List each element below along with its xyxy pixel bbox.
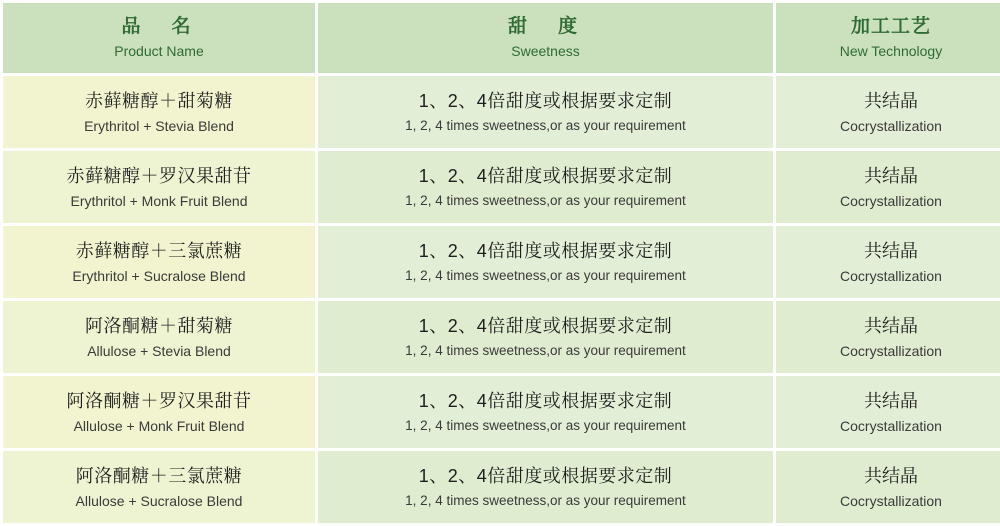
table-row	[3, 376, 1000, 448]
sweetness-en: 1, 2, 4 times sweetness,or as your requirement	[405, 342, 686, 358]
product-name-cn: 赤藓糖醇＋甜菊糖	[85, 90, 233, 111]
cell-product-name	[3, 76, 315, 148]
cell-technology	[776, 451, 1000, 523]
column-header-technology	[776, 3, 1000, 73]
technology-cn: 共结晶	[864, 165, 918, 186]
sweetness-en: 1, 2, 4 times sweetness,or as your requirement	[405, 267, 686, 283]
cell-sweetness	[318, 301, 773, 373]
sweetness-en: 1, 2, 4 times sweetness,or as your requirement	[405, 192, 686, 208]
product-name-cn: 赤藓糖醇＋三氯蔗糖	[75, 240, 243, 261]
table-header	[3, 3, 1000, 73]
sweetness-cn: 1、2、4倍甜度或根据要求定制	[418, 465, 673, 486]
cell-product-name	[3, 301, 315, 373]
column-header-technology-cn: 加工工艺	[850, 16, 931, 37]
table-body	[3, 76, 1000, 523]
product-name-en: Erythritol + Stevia Blend	[84, 117, 234, 134]
column-header-sweetness-cn: 甜 度	[507, 16, 583, 37]
cell-technology	[776, 226, 1000, 298]
table-row	[3, 76, 1000, 148]
cell-technology	[776, 301, 1000, 373]
product-name-en: Allulose + Sucralose Blend	[75, 492, 243, 509]
sweetness-cn: 1、2、4倍甜度或根据要求定制	[418, 315, 673, 336]
cell-sweetness	[318, 76, 773, 148]
sweetness-en: 1, 2, 4 times sweetness,or as your requirement	[405, 417, 686, 433]
technology-en: Cocrystallization	[840, 492, 942, 509]
column-header-sweetness-en: Sweetness	[511, 43, 580, 59]
cell-sweetness	[318, 151, 773, 223]
sweetness-en: 1, 2, 4 times sweetness,or as your requirement	[405, 117, 686, 133]
technology-cn: 共结晶	[864, 240, 918, 261]
cell-sweetness	[318, 376, 773, 448]
product-name-cn: 赤藓糖醇＋罗汉果甜苷	[66, 165, 252, 186]
product-name-en: Allulose + Stevia Blend	[87, 342, 231, 359]
technology-en: Cocrystallization	[840, 342, 942, 359]
cell-technology	[776, 76, 1000, 148]
cell-product-name	[3, 226, 315, 298]
sweetness-cn: 1、2、4倍甜度或根据要求定制	[418, 90, 673, 111]
product-name-en: Erythritol + Monk Fruit Blend	[70, 192, 248, 209]
technology-en: Cocrystallization	[840, 117, 942, 134]
sweetness-cn: 1、2、4倍甜度或根据要求定制	[418, 240, 673, 261]
column-header-product-name	[3, 3, 315, 73]
product-name-en: Erythritol + Sucralose Blend	[72, 267, 246, 284]
sweetness-cn: 1、2、4倍甜度或根据要求定制	[418, 165, 673, 186]
product-name-cn: 阿洛酮糖＋罗汉果甜苷	[66, 390, 252, 411]
technology-cn: 共结晶	[864, 315, 918, 336]
cell-product-name	[3, 151, 315, 223]
table-row	[3, 451, 1000, 523]
technology-cn: 共结晶	[864, 90, 918, 111]
sweetness-en: 1, 2, 4 times sweetness,or as your requirement	[405, 492, 686, 508]
technology-en: Cocrystallization	[840, 417, 942, 434]
sweetness-cn: 1、2、4倍甜度或根据要求定制	[418, 390, 673, 411]
column-header-product-name-cn: 品 名	[121, 16, 197, 37]
cell-product-name	[3, 451, 315, 523]
cell-sweetness	[318, 451, 773, 523]
cell-technology	[776, 151, 1000, 223]
column-header-sweetness	[318, 3, 773, 73]
table-row	[3, 151, 1000, 223]
technology-en: Cocrystallization	[840, 192, 942, 209]
technology-cn: 共结晶	[864, 390, 918, 411]
column-header-product-name-en: Product Name	[114, 43, 204, 59]
table-row	[3, 226, 1000, 298]
cell-technology	[776, 376, 1000, 448]
product-name-en: Allulose + Monk Fruit Blend	[73, 417, 245, 434]
product-name-cn: 阿洛酮糖＋三氯蔗糖	[75, 465, 243, 486]
header-row	[3, 3, 1000, 73]
technology-cn: 共结晶	[864, 465, 918, 486]
cell-product-name	[3, 376, 315, 448]
column-header-technology-en: New Technology	[839, 43, 943, 59]
technology-en: Cocrystallization	[840, 267, 942, 284]
cell-sweetness	[318, 226, 773, 298]
table-row	[3, 301, 1000, 373]
product-name-cn: 阿洛酮糖＋甜菊糖	[85, 315, 233, 336]
